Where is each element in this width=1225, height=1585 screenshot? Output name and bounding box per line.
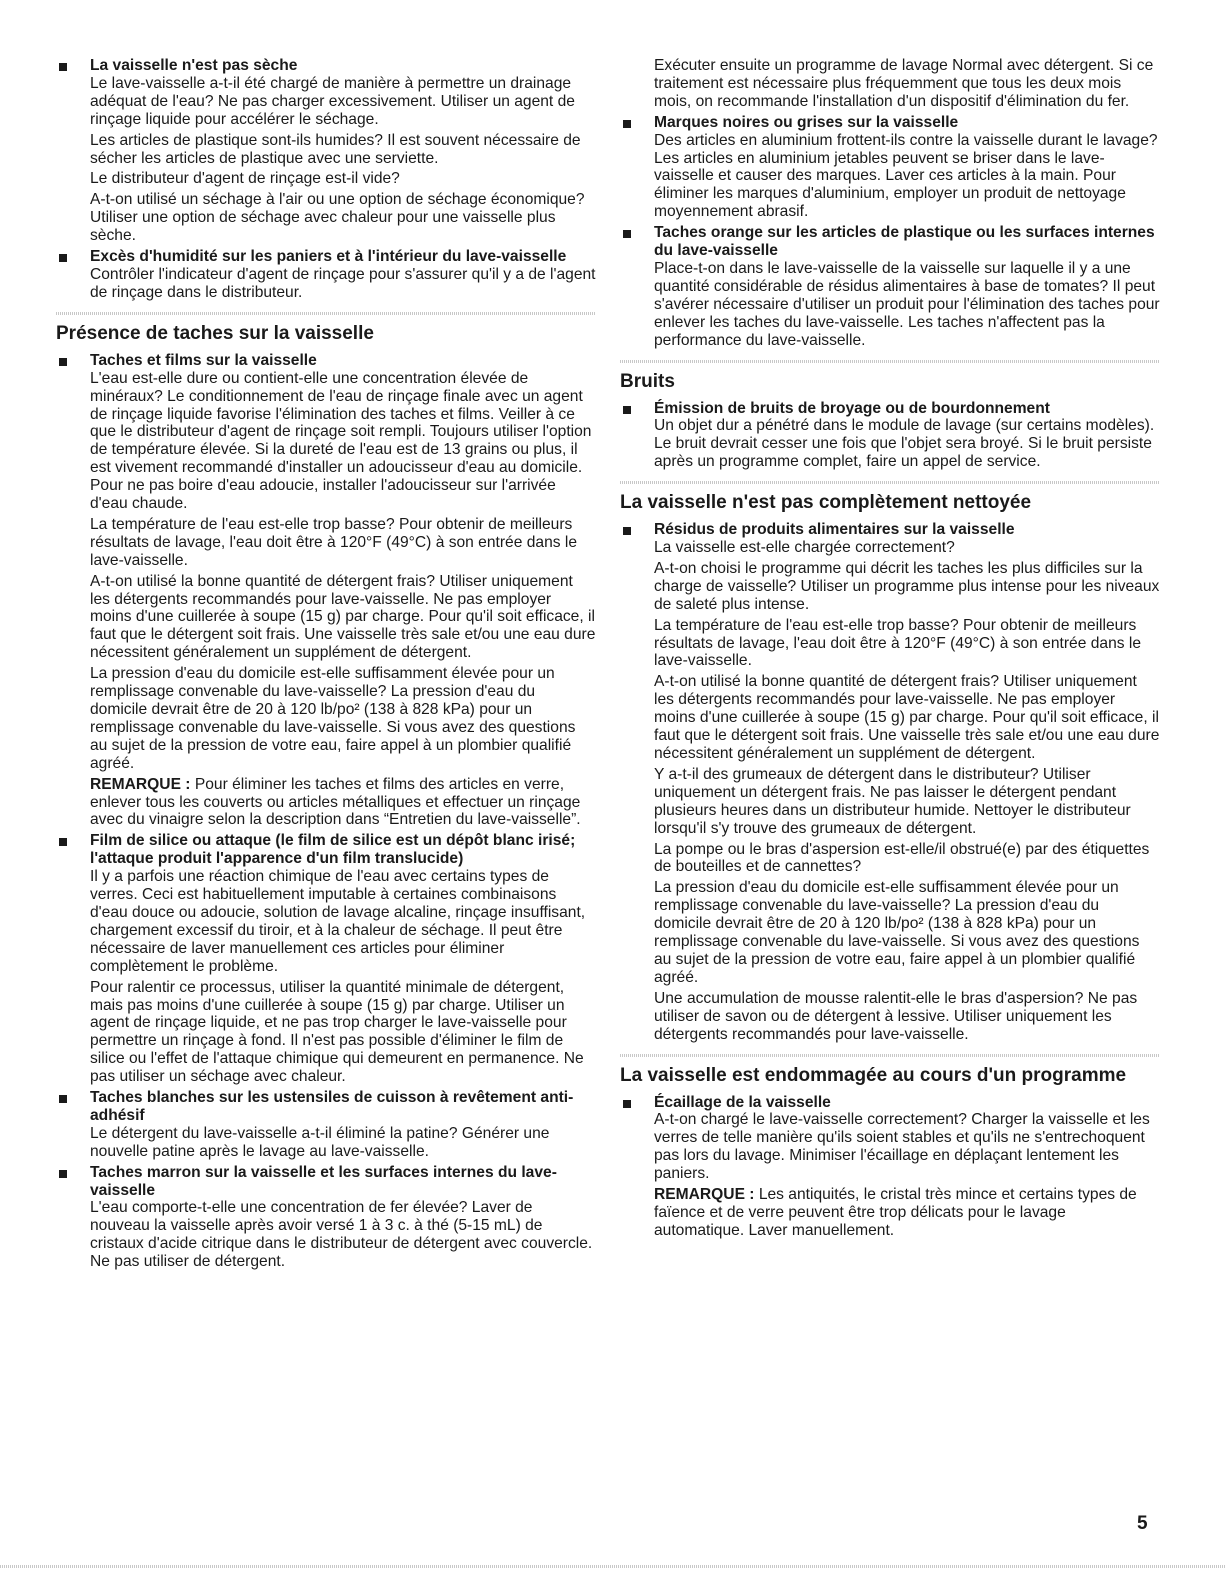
left-column (56, 57, 596, 1271)
square-bullet-icon (623, 230, 631, 238)
paragraph: La température de l'eau est-elle trop basse? Pour obtenir de meilleurs résultats de lavage, l'eau doit être à 120°F (49°C) à son entrée dans le lave-vaisselle. (90, 515, 578, 569)
paragraph: La pression d'eau du domicile est-elle suffisamment élevée pour un remplissage convenable du lave-vaisselle? La pression d'eau du domicile devrait être de 20 à 120 lb/po² (138 à 828 kPa) pour un remplissage convenable du lave-vaisselle. Si vous avez des questions au sujet de la pression de votre eau, faire appel à un plombier qualifié agréé. (654, 879, 1140, 986)
square-bullet-icon (623, 1100, 631, 1108)
note-text: Pour éliminer les taches et films des articles en verre, enlever tous les couverts ou articles métalliques et effectuer un rinçage avec du vinaigre selon la description dans “Entretien du lave-vaisselle”. (90, 775, 581, 829)
item-title: Taches blanches sur les ustensiles de cuisson à revêtement anti-adhésif (90, 1089, 574, 1124)
section-divider (620, 360, 1160, 363)
note-label: REMARQUE : (654, 1186, 755, 1204)
paragraph: Un objet dur a pénétré dans le module de lavage (sur certains modèles). Le bruit devrait cesser une fois que l'objet sera broyé. Si le bruit persiste après un programme complet, faire un appel de service. (654, 417, 1155, 471)
troubleshoot-item (620, 1094, 1160, 1240)
section-heading: La vaisselle est endommagée au cours d'un programme (620, 1064, 1127, 1086)
paragraph: L'eau comporte-t-elle une concentration de fer élevée? Laver de nouveau la vaisselle après avoir versé 1 à 3 c. à thé (5-15 mL) de cristaux d'acide citrique dans le distributeur de détergent avec couvercle. Ne pas utiliser de détergent. (90, 1199, 593, 1271)
section-heading: Bruits (620, 370, 675, 392)
troubleshoot-item (56, 352, 596, 830)
note-label: REMARQUE : (90, 775, 191, 793)
square-bullet-icon (59, 254, 67, 262)
section-divider (620, 1054, 1160, 1057)
section-divider (56, 312, 596, 315)
section-spots (56, 312, 596, 1271)
troubleshoot-item (620, 224, 1160, 349)
section-heading: La vaisselle n'est pas complètement nettoyée (620, 492, 1032, 514)
troubleshoot-item (56, 57, 596, 245)
item-title: Taches et films sur la vaisselle (90, 351, 317, 369)
continuation-block (620, 57, 1160, 111)
page-number: 5 (1137, 1513, 1148, 1534)
square-bullet-icon (623, 120, 631, 128)
paragraph: Place-t-on dans le lave-vaisselle de la vaisselle sur laquelle il y a une quantité considérable de résidus alimentaires à base de tomates? Il peut s'avérer nécessaire d'utiliser un produit pour l'élimination des taches pour enlever les taches du lave-vaisselle. Les taches n'affectent pas la performance du lave-vaisselle. (654, 259, 1160, 349)
section-not-clean (620, 481, 1160, 1043)
item-title: Film de silice ou attaque (le film de silice est un dépôt blanc irisé; l'attaque produit l'apparence d'un film translucide) (90, 832, 576, 868)
troubleshoot-item (56, 1089, 596, 1161)
paragraph: Le lave-vaisselle a-t-il été chargé de manière à permettre un drainage adéquat de l'eau? Ne pas charger excessivement. Utiliser un agent de rinçage liquide pour accélérer le séchage. (90, 74, 575, 128)
paragraph: A-t-on utilisé la bonne quantité de détergent frais? Utiliser uniquement les détergents recommandés pour lave-vaisselle. Ne pas employer moins d'une cuillerée à soupe (15 g) par charge. Pour qu'il soit efficace, il faut que le détergent soit frais. Une vaisselle très sale et/ou une eau dure nécessitent généralement un supplément de détergent. (90, 572, 596, 662)
item-title: La vaisselle n'est pas sèche (90, 57, 298, 74)
paragraph: L'eau est-elle dure ou contient-elle une concentration élevée de minéraux? Le conditionnement de l'eau de rinçage finale avec un agent de rinçage liquide favorise l'élimination des taches et films. Veiller à ce que le distributeur d'agent de rinçage soit rempli. Toujours utiliser l'option de température élevée. Si la dureté de l'eau est de 13 grains ou plus, il est vivement recommandé d'installer un adoucisseur d'eau au domicile. Pour ne pas boire d'eau adoucie, installer l'adoucisseur sur l'arrivée d'eau chaude. (90, 369, 592, 513)
paragraph: La pression d'eau du domicile est-elle suffisamment élevée pour un remplissage convenable du lave-vaisselle? La pression d'eau du domicile devrait être de 20 à 120 lb/po² (138 à 828 kPa) pour un remplissage convenable du lave-vaisselle. Si vous avez des questions au sujet de la pression de votre eau, faire appel à un plombier qualifié agréé. (90, 665, 576, 772)
footer-divider (0, 1565, 1225, 1568)
note-paragraph (654, 1186, 1160, 1240)
item-title: Taches marron sur la vaisselle et les surfaces internes du lave-vaisselle (90, 1163, 557, 1199)
paragraph: Exécuter ensuite un programme de lavage Normal avec détergent. Si ce traitement est nécessaire plus fréquemment que tous les deux mois mois, on recommande l'installation d'un dispositif d'élimination du fer. (654, 57, 1154, 110)
paragraph: La vaisselle est-elle chargée correctement? (654, 539, 955, 557)
troubleshoot-item (56, 248, 596, 302)
paragraph: Le distributeur d'agent de rinçage est-il vide? (90, 170, 400, 188)
paragraph: A-t-on chargé le lave-vaisselle correctement? Charger la vaisselle et les verres de telle manière qu'ils soient stables et qu'ils ne s'entrechoquent pas lors du lavage. Minimiser l'écaillage en déplaçant lentement les paniers. (654, 1111, 1150, 1183)
item-title: Taches orange sur les articles de plastique ou les surfaces internes du lave-vaisselle (654, 224, 1155, 260)
paragraph: Une accumulation de mousse ralentit-elle le bras d'aspersion? Ne pas utiliser de savon ou de détergent à lessive. Utiliser uniquement les détergents recommandés pour lave-vaisselle. (654, 989, 1138, 1043)
section-noises (620, 360, 1160, 472)
square-bullet-icon (623, 406, 631, 414)
paragraph: Contrôler l'indicateur d'agent de rinçage pour s'assurer qu'il y a de l'agent de rinçage dans le distributeur. (90, 265, 596, 301)
troubleshoot-item (56, 832, 596, 1086)
note-paragraph (90, 776, 596, 830)
paragraph: Les articles de plastique sont-ils humides? Il est souvent nécessaire de sécher les articles de plastique avec une serviette. (90, 131, 581, 167)
section-damaged (620, 1054, 1160, 1240)
item-title: Écaillage de la vaisselle (654, 1093, 831, 1111)
square-bullet-icon (59, 63, 67, 71)
note-text: Les antiquités, le cristal très mince et certains types de faïence et de verre peuvent être trop délicats pour le lavage automatique. Laver manuellement. (654, 1186, 1137, 1239)
section-divider (620, 481, 1160, 484)
square-bullet-icon (59, 1095, 67, 1103)
item-title: Marques noires ou grises sur la vaisselle (654, 113, 959, 131)
square-bullet-icon (59, 838, 67, 846)
paragraph: La pompe ou le bras d'aspersion est-elle/il obstrué(e) par des étiquettes de bouteilles et de cannettes? (654, 840, 1150, 876)
paragraph: Y a-t-il des grumeaux de détergent dans le distributeur? Utiliser uniquement un détergent frais. Ne pas laisser le détergent pendant plusieurs heures dans un distributeur humide. Nettoyer le distributeur lorsqu'il s'y trouve des grumeaux de détergent. (654, 765, 1131, 837)
paragraph: Le détergent du lave-vaisselle a-t-il éliminé la patine? Générer une nouvelle patine après le lavage au lave-vaisselle. (90, 1124, 550, 1160)
right-column (620, 57, 1160, 1243)
paragraph: A-t-on choisi le programme qui décrit les taches les plus difficiles sur la charge de vaisselle? Utiliser un programme plus intense pour les niveaux de saleté plus intense. (654, 559, 1160, 613)
square-bullet-icon (59, 1170, 67, 1178)
paragraph: Pour ralentir ce processus, utiliser la quantité minimale de détergent, mais pas moins d'une cuillerée à soupe (15 g) par charge. Utiliser un agent de rinçage liquide, et ne pas trop charger le lave-vaisselle pour permettre un rinçage à fond. Il n'est pas possible d'éliminer le film de silice ou l'effet de l'attaque chimique qui demeurent en permanence. Ne pas utiliser un séchage avec chaleur. (90, 978, 584, 1086)
paragraph: A-t-on utilisé un séchage à l'air ou une option de séchage économique? Utiliser une option de séchage avec chaleur pour une vaisselle plus sèche. (90, 191, 585, 245)
item-title: Excès d'humidité sur les paniers et à l'intérieur du lave-vaisselle (90, 248, 567, 266)
paragraph: La température de l'eau est-elle trop basse? Pour obtenir de meilleurs résultats de lavage, l'eau doit être à 120°F (49°C) à son entrée dans le lave-vaisselle. (654, 616, 1142, 670)
troubleshoot-item (620, 400, 1160, 472)
paragraph: Des articles en aluminium frottent-ils contre la vaisselle durant le lavage? Les articles en aluminium jetables peuvent se briser dans le lave-vaisselle et causer des marques. Laver ces articles à la main. Pour éliminer les marques d'aluminium, employer un produit de nettoyage moyennement abrasif. (654, 131, 1158, 221)
troubleshoot-item (620, 114, 1160, 221)
square-bullet-icon (59, 358, 67, 366)
item-title: Émission de bruits de broyage ou de bourdonnement (654, 399, 1050, 417)
section-heading: Présence de taches sur la vaisselle (56, 322, 374, 344)
troubleshoot-item (56, 1164, 596, 1271)
square-bullet-icon (623, 527, 631, 535)
troubleshoot-item (620, 521, 1160, 1043)
item-title: Résidus de produits alimentaires sur la vaisselle (654, 521, 1015, 539)
paragraph: A-t-on utilisé la bonne quantité de détergent frais? Utiliser uniquement les détergents recommandés pour lave-vaisselle. Ne pas employer moins d'une cuillerée à soupe (15 g) par charge. Pour qu'il soit efficace, il faut que le détergent soit frais. Une vaisselle très sale et/ou une eau dure nécessitent généralement un supplément de détergent. (654, 673, 1160, 762)
paragraph: Il y a parfois une réaction chimique de l'eau avec certains types de verres. Ceci est habituellement imputable à certaines combinaisons d'eau douce ou adoucie, solution de lavage alcaline, rinçage insuffisant, chargement excessif du tiroir, et à la chaleur de séchage. Il peut être nécessaire de laver manuellement ces articles pour éliminer complètement le problème. (90, 868, 586, 975)
